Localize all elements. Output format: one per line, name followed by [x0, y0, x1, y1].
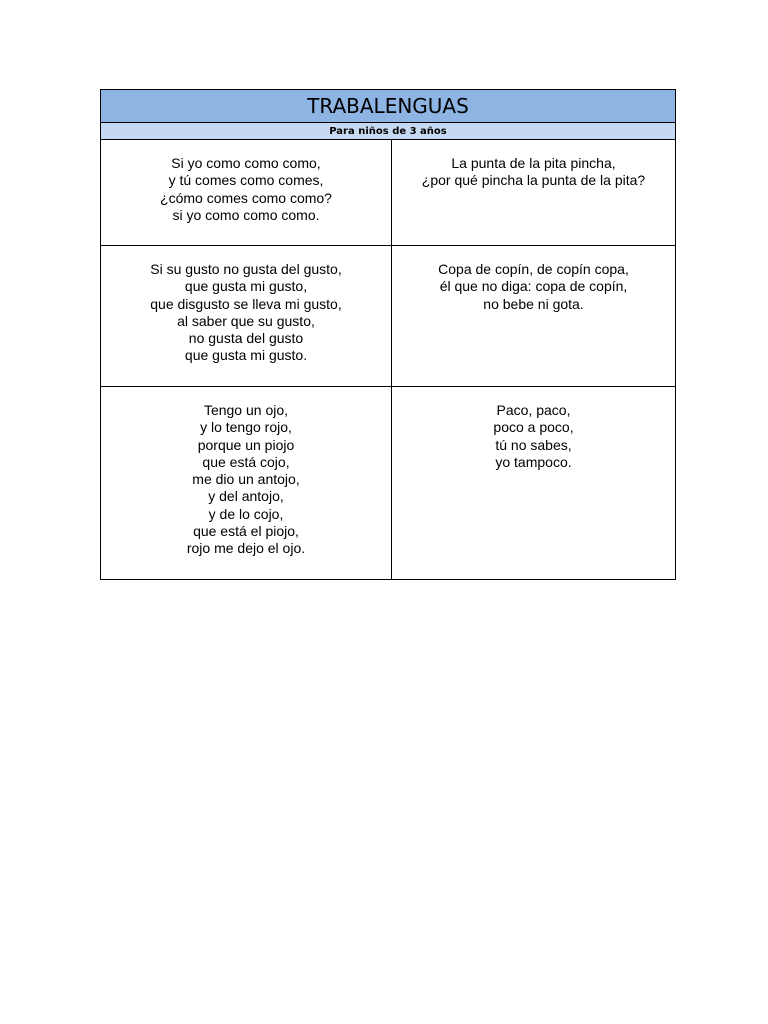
verse-line: que está cojo, [202, 453, 290, 470]
verse-line: ¿cómo comes como como? [160, 189, 332, 206]
verse-line: al saber que su gusto, [177, 312, 315, 329]
tongue-twister-cell-1-right [392, 140, 675, 246]
verse-line: tú no sabes, [495, 436, 572, 453]
verse-line: y del antojo, [208, 488, 284, 505]
verse-line: que está el piojo, [193, 523, 299, 540]
tongue-twister-cell-3-left [101, 387, 392, 579]
verse-line: ¿por qué pincha la punta de la pita? [421, 172, 646, 189]
verse-line: y tú comes como comes, [168, 172, 324, 189]
verse-line: y lo tengo rojo, [200, 419, 292, 436]
tongue-twister-cell-3-right [392, 387, 675, 579]
table-title: TRABALENGUAS [101, 90, 675, 123]
verse-line: yo tampoco. [495, 453, 572, 470]
tongue-twister-table [100, 89, 676, 580]
verse-line: no bebe ni gota. [483, 295, 584, 312]
verse-line: él que no diga: copa de copín, [439, 278, 628, 295]
verse-line: poco a poco, [493, 419, 574, 436]
verse-line: no gusta del gusto [188, 330, 304, 347]
verse-line: porque un piojo [197, 436, 295, 453]
verse-line: Si su gusto no gusta del gusto, [150, 261, 342, 277]
verse-line: rojo me dejo el ojo. [186, 540, 306, 557]
verse-line: Tengo un ojo, [203, 402, 289, 418]
tongue-twister-cell-1-left [101, 140, 392, 246]
verse-line: Si yo como como como, [171, 155, 321, 171]
verse-line: y de lo cojo, [208, 505, 284, 522]
verse-line: si yo como como como. [172, 206, 320, 223]
tongue-twister-grid [101, 140, 675, 579]
tongue-twister-cell-2-left [101, 246, 392, 387]
verse-line: La punta de la pita pincha, [451, 155, 616, 171]
verse-line: que gusta mi gusto, [184, 278, 308, 295]
tongue-twister-cell-2-right [392, 246, 675, 387]
verse-line: que gusta mi gusto. [184, 347, 308, 364]
verse-line: me dio un antojo, [192, 471, 300, 488]
verse-line: Paco, paco, [496, 402, 571, 418]
table-subtitle: Para niños de 3 años [101, 123, 675, 140]
verse-line: que disgusto se lleva mi gusto, [150, 295, 342, 312]
verse-line: Copa de copín, de copín copa, [438, 261, 629, 277]
